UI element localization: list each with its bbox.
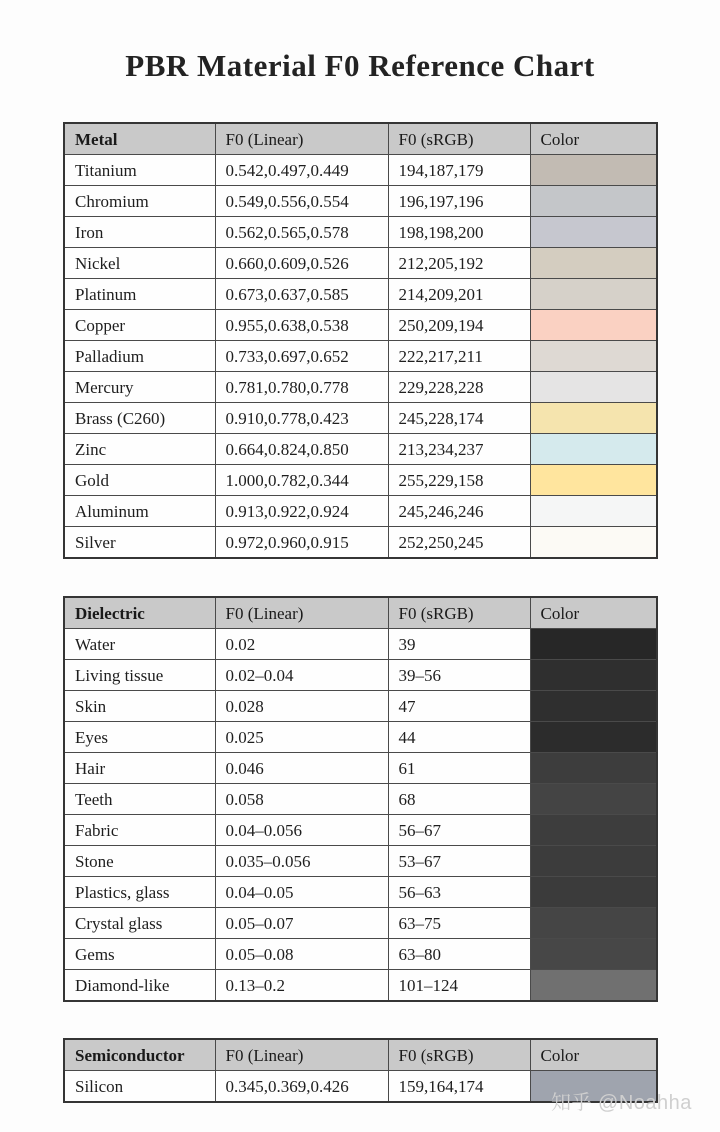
header-color: Color xyxy=(530,1039,657,1071)
table-row xyxy=(64,815,657,846)
material-cell: Aluminum xyxy=(64,496,215,527)
f0-linear-cell: 0.664,0.824,0.850 xyxy=(215,434,388,465)
f0-linear-cell: 0.02–0.04 xyxy=(215,660,388,691)
material-cell: Nickel xyxy=(64,248,215,279)
table-row xyxy=(64,722,657,753)
f0-linear-cell: 0.542,0.497,0.449 xyxy=(215,155,388,186)
f0-srgb-cell: 252,250,245 xyxy=(388,527,530,559)
f0-srgb-cell: 63–80 xyxy=(388,939,530,970)
color-swatch xyxy=(530,496,657,527)
f0-srgb-cell: 53–67 xyxy=(388,846,530,877)
material-cell: Brass (C260) xyxy=(64,403,215,434)
page-title: PBR Material F0 Reference Chart xyxy=(125,48,595,83)
color-swatch xyxy=(530,908,657,939)
f0-srgb-cell: 245,228,174 xyxy=(388,403,530,434)
table-row xyxy=(64,629,657,660)
table-row xyxy=(64,465,657,496)
f0-srgb-cell: 229,228,228 xyxy=(388,372,530,403)
table-row xyxy=(64,310,657,341)
color-swatch xyxy=(530,186,657,217)
header-color: Color xyxy=(530,597,657,629)
table-row xyxy=(64,877,657,908)
table-row xyxy=(64,527,657,559)
f0-srgb-cell: 56–63 xyxy=(388,877,530,908)
f0-srgb-cell: 63–75 xyxy=(388,908,530,939)
table-row xyxy=(64,846,657,877)
header-f0-linear: F0 (Linear) xyxy=(215,597,388,629)
f0-linear-cell: 0.028 xyxy=(215,691,388,722)
material-cell: Silicon xyxy=(64,1071,215,1103)
color-swatch xyxy=(530,341,657,372)
color-swatch xyxy=(530,877,657,908)
f0-linear-cell: 0.673,0.637,0.585 xyxy=(215,279,388,310)
table-row xyxy=(64,248,657,279)
material-cell: Fabric xyxy=(64,815,215,846)
table-row xyxy=(64,186,657,217)
color-swatch xyxy=(530,753,657,784)
f0-srgb-cell: 213,234,237 xyxy=(388,434,530,465)
material-cell: Gems xyxy=(64,939,215,970)
metal-table xyxy=(63,122,658,559)
f0-srgb-cell: 39 xyxy=(388,629,530,660)
f0-linear-cell: 0.910,0.778,0.423 xyxy=(215,403,388,434)
color-swatch xyxy=(530,939,657,970)
color-swatch xyxy=(530,155,657,186)
color-swatch xyxy=(530,372,657,403)
material-cell: Stone xyxy=(64,846,215,877)
color-swatch xyxy=(530,784,657,815)
f0-srgb-cell: 198,198,200 xyxy=(388,217,530,248)
f0-linear-cell: 0.025 xyxy=(215,722,388,753)
color-swatch xyxy=(530,465,657,496)
material-cell: Eyes xyxy=(64,722,215,753)
f0-srgb-cell: 101–124 xyxy=(388,970,530,1002)
f0-linear-cell: 0.058 xyxy=(215,784,388,815)
f0-linear-cell: 0.05–0.07 xyxy=(215,908,388,939)
f0-srgb-cell: 255,229,158 xyxy=(388,465,530,496)
f0-linear-cell: 0.733,0.697,0.652 xyxy=(215,341,388,372)
table-row xyxy=(64,691,657,722)
zhihu-watermark: 知乎 @Noahha xyxy=(551,1092,692,1114)
material-cell: Diamond-like xyxy=(64,970,215,1002)
f0-srgb-cell: 250,209,194 xyxy=(388,310,530,341)
table-row xyxy=(64,908,657,939)
header-semiconductor: Semiconductor xyxy=(64,1039,215,1071)
material-cell: Hair xyxy=(64,753,215,784)
color-swatch xyxy=(530,722,657,753)
material-cell: Water xyxy=(64,629,215,660)
f0-srgb-cell: 222,217,211 xyxy=(388,341,530,372)
color-swatch xyxy=(530,815,657,846)
f0-linear-cell: 0.046 xyxy=(215,753,388,784)
f0-linear-cell: 0.562,0.565,0.578 xyxy=(215,217,388,248)
material-cell: Skin xyxy=(64,691,215,722)
material-cell: Teeth xyxy=(64,784,215,815)
header-f0-linear: F0 (Linear) xyxy=(215,123,388,155)
material-cell: Zinc xyxy=(64,434,215,465)
header-f0-srgb: F0 (sRGB) xyxy=(388,123,530,155)
table-row xyxy=(64,341,657,372)
material-cell: Plastics, glass xyxy=(64,877,215,908)
header-f0-linear: F0 (Linear) xyxy=(215,1039,388,1071)
color-swatch xyxy=(530,248,657,279)
f0-linear-cell: 0.05–0.08 xyxy=(215,939,388,970)
table-header-row xyxy=(64,1039,657,1071)
f0-linear-cell: 0.972,0.960,0.915 xyxy=(215,527,388,559)
color-swatch xyxy=(530,527,657,559)
f0-linear-cell: 0.13–0.2 xyxy=(215,970,388,1002)
f0-srgb-cell: 214,209,201 xyxy=(388,279,530,310)
f0-linear-cell: 1.000,0.782,0.344 xyxy=(215,465,388,496)
material-cell: Living tissue xyxy=(64,660,215,691)
f0-linear-cell: 0.04–0.056 xyxy=(215,815,388,846)
material-cell: Crystal glass xyxy=(64,908,215,939)
material-cell: Iron xyxy=(64,217,215,248)
material-cell: Silver xyxy=(64,527,215,559)
dielectric-table xyxy=(63,596,658,1002)
table-row xyxy=(64,279,657,310)
f0-linear-cell: 0.035–0.056 xyxy=(215,846,388,877)
color-swatch xyxy=(530,660,657,691)
color-swatch xyxy=(530,691,657,722)
f0-linear-cell: 0.02 xyxy=(215,629,388,660)
f0-srgb-cell: 61 xyxy=(388,753,530,784)
f0-srgb-cell: 56–67 xyxy=(388,815,530,846)
material-cell: Copper xyxy=(64,310,215,341)
header-color: Color xyxy=(530,123,657,155)
table-row xyxy=(64,939,657,970)
table-header-row xyxy=(64,123,657,155)
table-row xyxy=(64,434,657,465)
color-swatch xyxy=(530,403,657,434)
header-metal: Metal xyxy=(64,123,215,155)
table-row xyxy=(64,753,657,784)
material-cell: Platinum xyxy=(64,279,215,310)
f0-srgb-cell: 212,205,192 xyxy=(388,248,530,279)
f0-linear-cell: 0.913,0.922,0.924 xyxy=(215,496,388,527)
header-f0-srgb: F0 (sRGB) xyxy=(388,1039,530,1071)
table-row xyxy=(64,660,657,691)
table-row xyxy=(64,217,657,248)
material-cell: Mercury xyxy=(64,372,215,403)
f0-srgb-cell: 47 xyxy=(388,691,530,722)
f0-srgb-cell: 196,197,196 xyxy=(388,186,530,217)
color-swatch xyxy=(530,279,657,310)
f0-linear-cell: 0.660,0.609,0.526 xyxy=(215,248,388,279)
table-header-row xyxy=(64,597,657,629)
f0-srgb-cell: 159,164,174 xyxy=(388,1071,530,1103)
f0-srgb-cell: 68 xyxy=(388,784,530,815)
color-swatch xyxy=(530,629,657,660)
header-f0-srgb: F0 (sRGB) xyxy=(388,597,530,629)
f0-srgb-cell: 44 xyxy=(388,722,530,753)
table-row xyxy=(64,155,657,186)
f0-linear-cell: 0.345,0.369,0.426 xyxy=(215,1071,388,1103)
f0-linear-cell: 0.781,0.780,0.778 xyxy=(215,372,388,403)
color-swatch xyxy=(530,434,657,465)
table-row xyxy=(64,403,657,434)
f0-linear-cell: 0.549,0.556,0.554 xyxy=(215,186,388,217)
table-row xyxy=(64,372,657,403)
color-swatch xyxy=(530,970,657,1002)
color-swatch xyxy=(530,217,657,248)
color-swatch xyxy=(530,310,657,341)
material-cell: Chromium xyxy=(64,186,215,217)
table-row xyxy=(64,496,657,527)
material-cell: Palladium xyxy=(64,341,215,372)
f0-srgb-cell: 194,187,179 xyxy=(388,155,530,186)
table-row xyxy=(64,970,657,1002)
table-row xyxy=(64,784,657,815)
f0-linear-cell: 0.04–0.05 xyxy=(215,877,388,908)
material-cell: Titanium xyxy=(64,155,215,186)
color-swatch xyxy=(530,846,657,877)
f0-srgb-cell: 245,246,246 xyxy=(388,496,530,527)
header-dielectric: Dielectric xyxy=(64,597,215,629)
f0-srgb-cell: 39–56 xyxy=(388,660,530,691)
material-cell: Gold xyxy=(64,465,215,496)
f0-linear-cell: 0.955,0.638,0.538 xyxy=(215,310,388,341)
